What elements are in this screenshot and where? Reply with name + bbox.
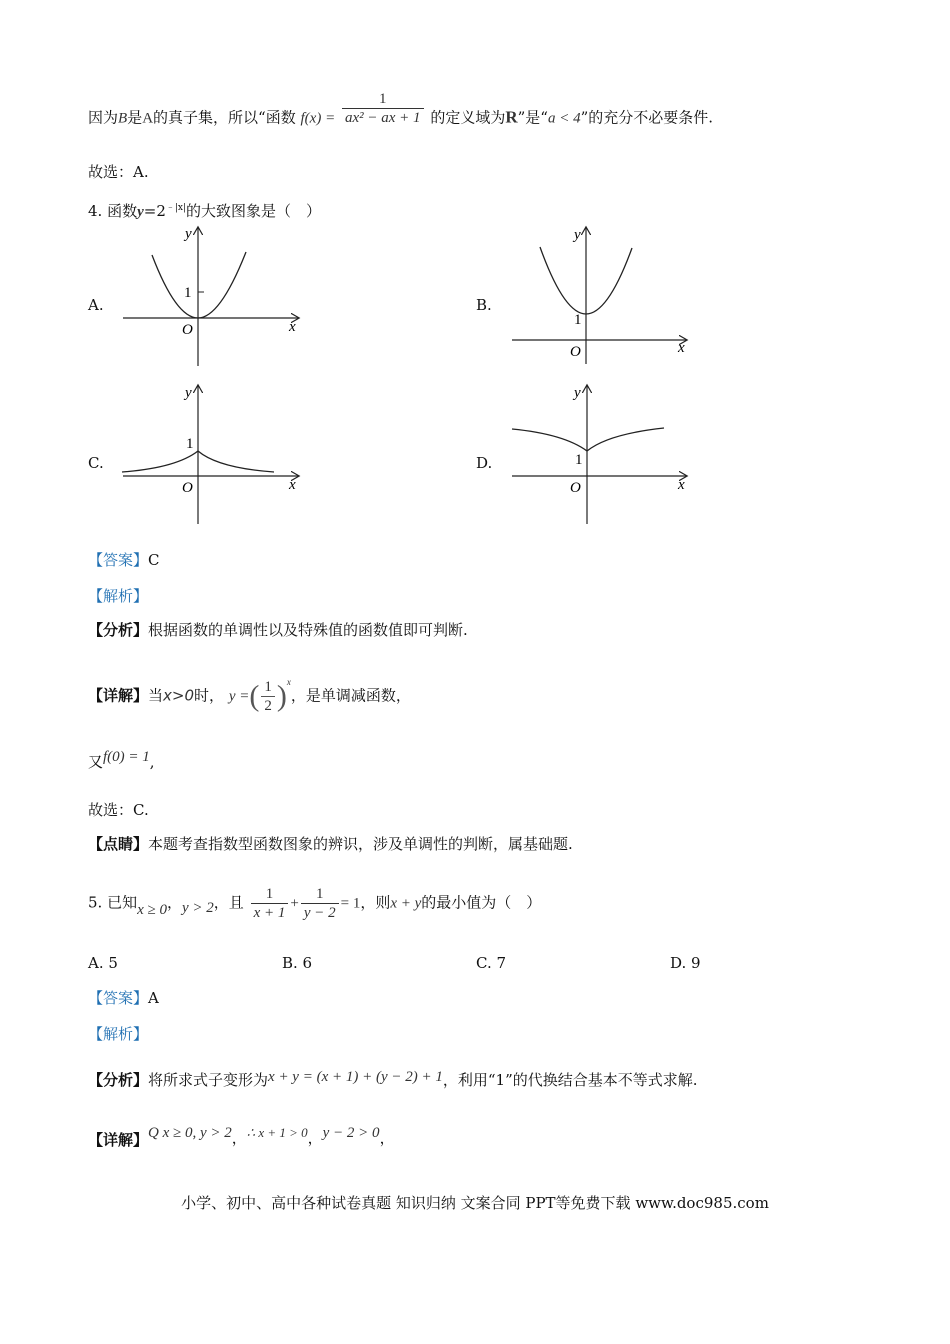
option-a: A. 5 [88,954,118,972]
option-d: D. 9 [670,954,701,972]
question-5 [88,885,541,922]
detail-4 [88,678,411,715]
answer-choice-line-2: 故选：C. [88,801,149,819]
one-label: 1 [574,312,582,328]
answer-5 [88,988,159,1008]
half-fraction [261,678,275,715]
option-b-label: B. [476,296,492,314]
detail-tag: 【详解】 [88,686,149,705]
analysis-5 [88,1066,698,1087]
comment-text: 本题考查指数型函数图象的辨识，涉及单调性的判断，属基础题. [148,835,573,853]
fraction-numerator: 1 [301,885,339,904]
given-f0 [88,746,155,771]
text: ”是“ [517,108,548,127]
analysis-4 [88,620,468,640]
condition: x>0 [163,686,195,705]
text: 的大致图象是（ ） [186,202,322,220]
right-paren: ) [276,679,287,713]
set-a: A [142,110,154,127]
fraction-denominator: y − 2 [303,905,336,921]
text: ，则 [360,893,391,912]
set-b: B [118,110,128,127]
target-expression: x + y [390,895,422,912]
expression: f(0) = 1 [103,749,150,765]
x-label: x [289,477,296,493]
var-y: y [137,204,144,220]
fraction-numerator: 1 [251,885,289,904]
text: ，利用“1”的代换结合基本不等式求解. [442,1071,698,1089]
origin-label: O [182,480,193,496]
footer-text: 小学、初中、高中各种试卷真题 知识归纳 文案合同 PPT等免费下载 www.doc985.com [181,1194,769,1212]
fraction-denominator: x + 1 [253,905,286,921]
option-c-label: C. [88,454,104,472]
exponent: x [286,676,291,687]
text: 又 [88,753,104,771]
function-lhs: f(x) = [300,110,336,127]
analysis-tag: 【分析】 [88,621,149,639]
condition-1: x ≥ 0 [137,901,167,918]
condition-2: y > 2 [182,899,214,916]
expr-lhs: y = [228,688,250,705]
condition-1: Q x ≥ 0, y > 2 [148,1125,232,1141]
text: ，是单调减函数， [290,686,411,705]
text: 当 [148,686,164,705]
origin-label: O [570,344,581,360]
option-b: B. 6 [282,954,313,972]
origin-label: O [182,322,193,338]
analysis-text: 根据函数的单调性以及特殊值的函数值即可判断. [148,621,468,639]
option-c: C. 7 [476,954,507,972]
analysis-tag: 【分析】 [88,1071,149,1089]
x-label: x [289,319,296,335]
equals-one: = 1 [340,895,361,912]
fraction-2 [301,885,339,922]
answer-4 [88,550,160,570]
text: 的真子集，所以“函数 [153,108,296,127]
exponent: ﹣|x| [165,203,187,213]
one-label: 1 [575,452,583,468]
answer-tag: 【答案】 [88,989,149,1007]
y-label: y [574,385,581,401]
text: ”的充分不必要条件. [580,108,714,127]
option-d-label: D. [476,454,493,472]
fraction-numerator: 1 [342,90,424,109]
text: ， [307,1129,323,1147]
one-label: 1 [186,436,194,452]
fraction-1 [251,885,289,922]
left-paren: ( [249,679,260,713]
text: 因为 [88,108,119,127]
text: 是 [127,108,143,127]
text: ，且 [213,893,244,912]
text: , [149,753,155,771]
expression: x + y = (x + 1) + (y − 2) + 1 [268,1069,443,1085]
text: 4. 函数 [88,202,138,220]
fraction-denominator: ax² − ax + 1 [344,110,421,126]
answer-value: C [148,551,160,569]
origin-label: O [570,480,581,496]
answer-choice-line: 故选：A. [88,163,149,181]
condition-3: y − 2 > 0 [322,1125,380,1141]
text: ， [166,893,182,912]
comment-tag: 【点睛】 [88,835,149,853]
text: 5. 已知 [88,893,138,912]
y-label: y [185,385,192,401]
graph-d [508,380,698,528]
comment-4 [88,834,573,854]
text: 时， [194,686,225,705]
one-label: 1 [184,285,192,301]
option-a-label: A. [88,296,104,314]
text: 的定义域为 [430,108,506,127]
x-label: x [678,340,685,356]
text: 将所求式子变形为 [148,1071,269,1089]
text: ， [379,1129,395,1147]
plus: + [290,895,299,912]
graph-c [118,380,308,528]
fraction-denominator: 2 [264,698,272,714]
analysis-tag-5: 【解析】 [88,1025,149,1043]
condition-2: ∴ x + 1 > 0 [246,1125,308,1140]
detail-tag: 【详解】 [88,1131,149,1149]
graph-b [508,224,698,370]
graph-a [118,222,308,370]
answer-tag: 【答案】 [88,551,149,569]
text: ， [231,1129,247,1147]
question-4 [88,198,321,222]
y-label: y [185,226,192,242]
text: 的最小值为（ ） [421,893,542,912]
curve [152,252,246,318]
x-label: x [678,477,685,493]
fraction-numerator: 1 [261,678,275,697]
curve [512,428,664,451]
y-label: y [574,227,581,243]
intro-line [88,91,714,137]
function-fraction [342,90,424,127]
detail-5 [88,1122,395,1149]
text: =2 [143,202,166,220]
analysis-tag-4: 【解析】 [88,587,149,605]
condition: a < 4 [547,110,581,127]
answer-value: A [148,989,159,1007]
real-set: R [505,107,518,127]
